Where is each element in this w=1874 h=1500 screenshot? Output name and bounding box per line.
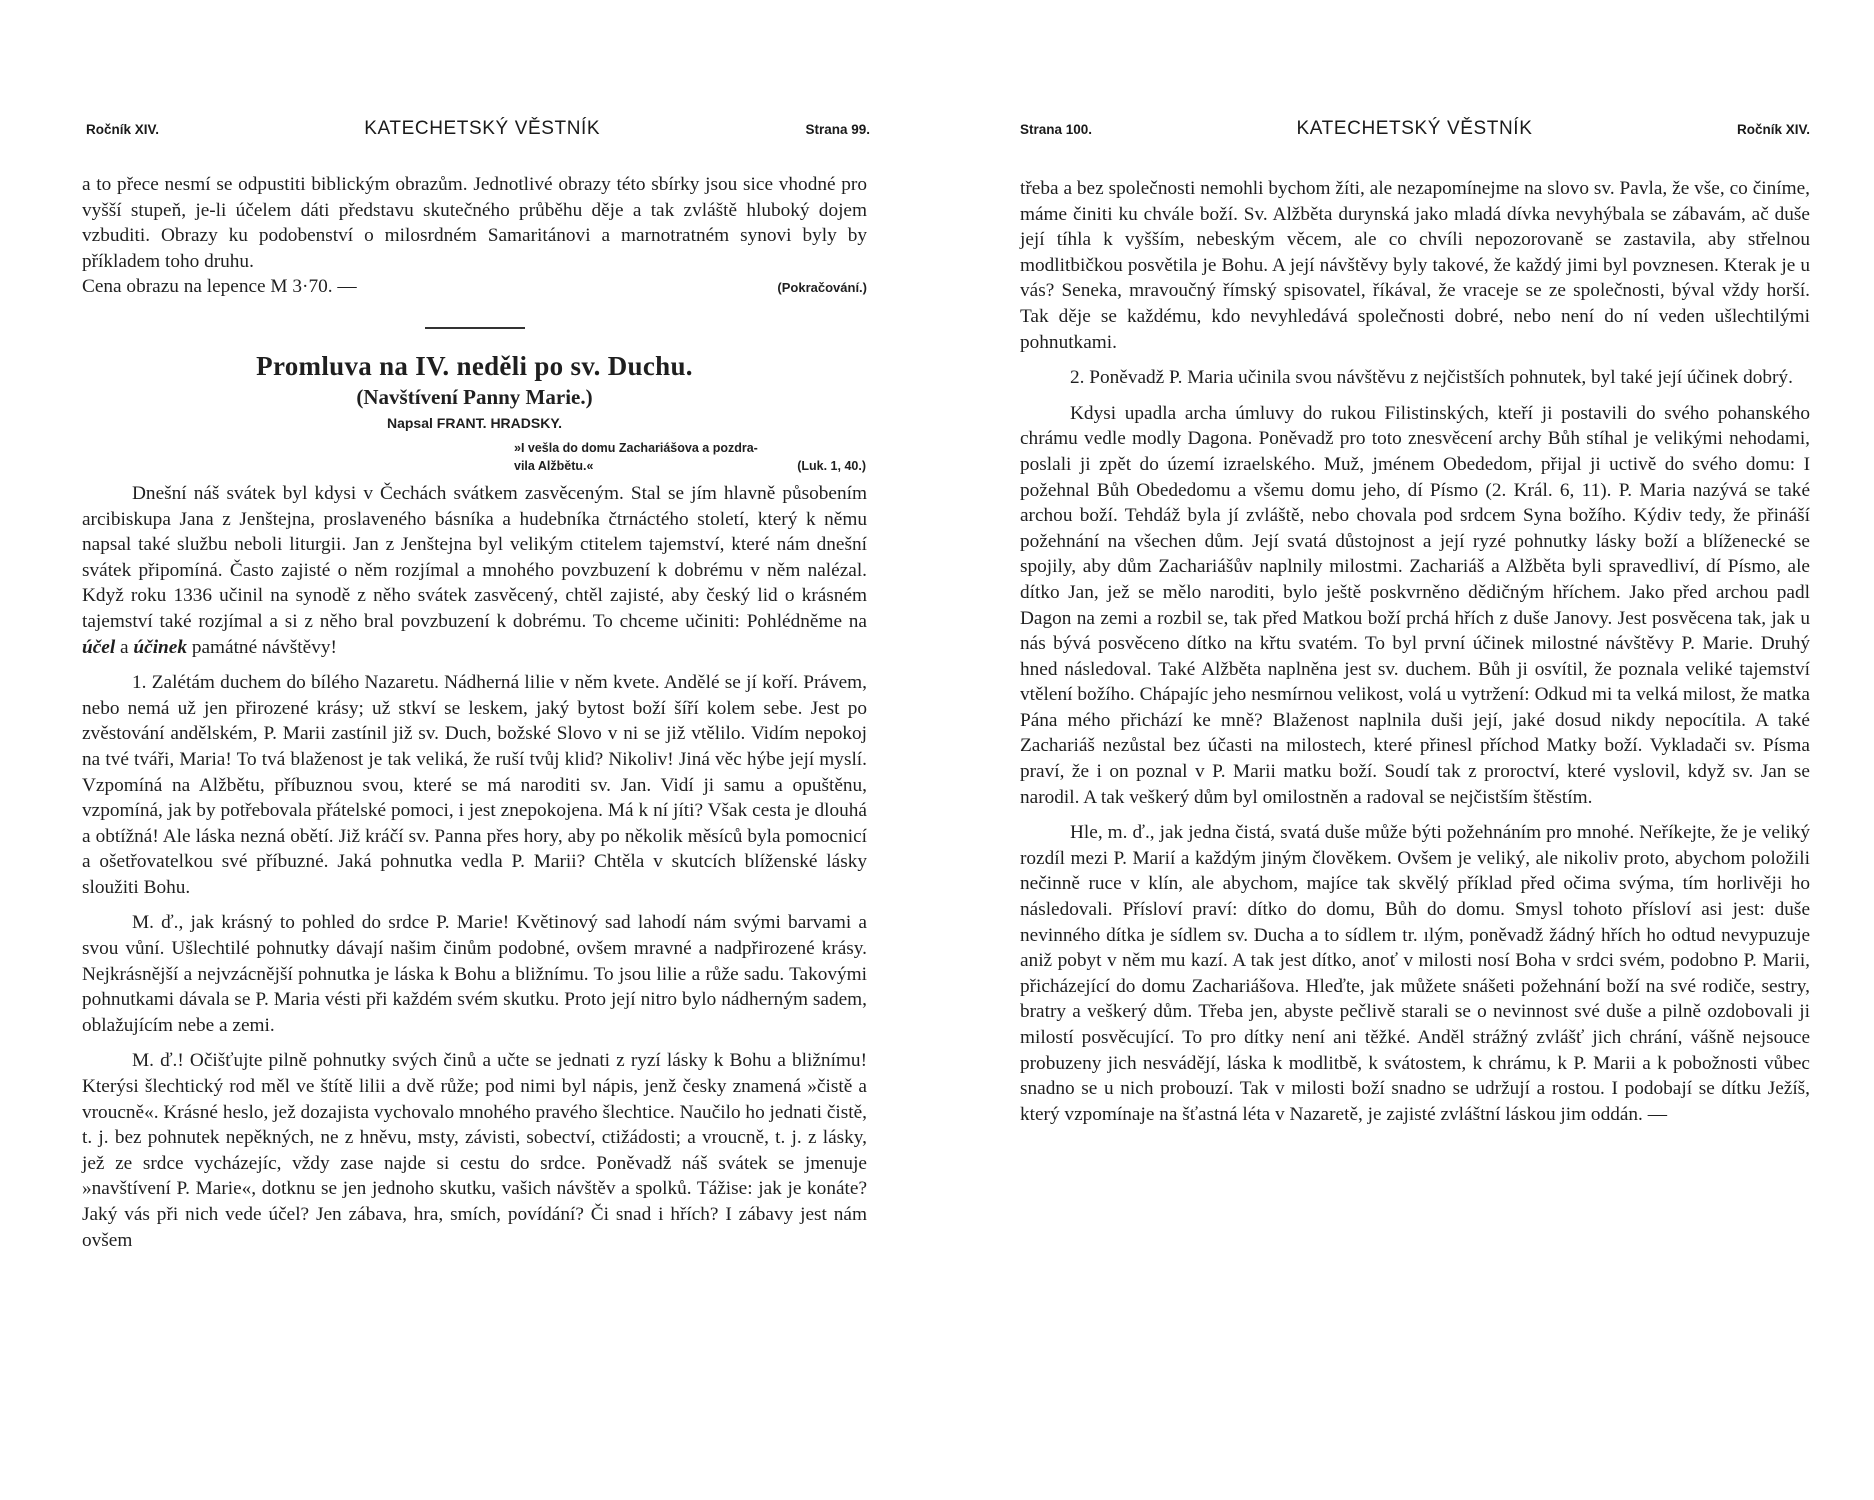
page-number: Strana 99.: [805, 122, 870, 137]
epigraph-line-1: »I vešla do domu Zachariášova a pozdra-: [514, 440, 758, 455]
emphasis-effect: účinek: [133, 636, 187, 658]
article-paragraph-intro: [82, 481, 867, 660]
epigraph-reference: (Luk. 1, 40.): [797, 458, 866, 473]
article-paragraph-2: M. ď., jak krásný to pohled do srdce P. Marie! Květinový sad lahodí nám svými barvami a svou vůní. Ušlechtilé pohnutky dávají našim činům podobné, ovšem mravné a nadpřirozené krásy. Nejkrásnější a nejvzácnější pohnutka je láska k Bohu a bližnímu. To jsou lilie a růže sadu. Takovými pohnutkami dávala se P. Maria vésti při každém svém skutku. Proto její nitro bylo nádherným sadem, oblažujícím nebe a zemi.: [82, 912, 867, 1036]
journal-title: KATECHETSKÝ VĚSTNÍK: [1296, 118, 1533, 139]
epigraph-last-line: [514, 457, 866, 475]
page-number: Strana 100.: [1020, 122, 1093, 137]
article-paragraph-7: Hle, m. ď., jak jedna čistá, svatá duše může býti požehnáním pro mnohé. Neříkejte, že je veliký rozdíl mezi P. Marií a každým jiným člověkem. Ovšem je veliký, ale nikoliv proto, abychom položili nečinně ruce v klín, ale abychom, majíce tak skvělý příklad před očima svýma, tím horlivěji ho následovali. Přísloví praví: dítko do domu, Bůh do domu. Smysl tohoto přísloví asi jest: duše nevinného dítka je sídlem sv. Ducha a to sídlem tr. ılým, poněvadž žádný hřích ho odtud nevypuzuje aniž pobyt v něm mu kazí. A tak jest dítko, anoť v milosti nosí Boha v srdci svém, podobno P. Marii, přicházející do domu Zachariášova. Hleďte, jak můžete snášeti požehnání boží na své rodiče, sestry, bratry a veškerý dům. Třeba jen, abyste pečlivě starali se o nevinnost své duše a pilně ozdobovali ji milostí posvěcující. To pro dítky není ani těžké. Anděl strážný zvlášť jich chrání, vášně nejsouce probuzeny jich nesvádějí, láska k modlitbě, k svátostem, k chrámu, k P. Marii a k pobožnosti vůbec snadno se u nich probouzí. Tak v milosti boží snadno se udržují a rostou. I podobají se dítku Ježíš, který vzpomínaje na šťastná léta v Nazaretě, je zajisté zvláštní láskou jim oddán. —: [1020, 822, 1810, 1125]
intro-end: památné návštěvy!: [191, 636, 337, 658]
journal-title: KATECHETSKÝ VĚSTNÍK: [364, 118, 601, 139]
epigraph: [514, 439, 866, 475]
epigraph-line-2: vila Alžbětu.«: [514, 458, 594, 473]
continuation-last-line: [82, 274, 867, 301]
volume-label: Ročník XIV.: [1736, 122, 1810, 137]
volume-label: Ročník XIV.: [86, 122, 160, 137]
right-page-body: [1020, 176, 1810, 1127]
left-page-body: [82, 172, 867, 1253]
intro-conjunction: a: [120, 636, 129, 658]
right-page-header: [1020, 118, 1810, 148]
to-be-continued-label: (Pokračování.): [777, 280, 867, 296]
article-byline: Napsal FRANT. HRADSKY.: [386, 414, 563, 431]
intro-text: Dnešní náš svátek byl kdysi v Čechách svátkem zasvěceným. Stal se jím hlavně působením arcibiskupa Jana z Jenštejna, proslaveného básníka a hudebníka čtrnáctého století, který k němu napsal také službu neboli liturgii. Jan z Jenštejna byl velikým ctitelem tajemství, které nám dnešní svátek připomíná. Často zajisté o něm rozjímal a mnohého povzbuzení k dobrému v něm nalézal. Když roku 1336 učinil na synodě z něho svátek zasvěcený, chtěl zajisté, aby český lid o krásném tajemství také rozjímal a si z něho bral povzbuzení k dobrému. To chceme učiniti: Pohlédněme na: [82, 482, 867, 632]
left-page-header: [86, 118, 870, 148]
article-paragraph-1: 1. Zalétám duchem do bílého Nazaretu. Nádherná lilie v něm kvete. Andělé se jí koří. Právem, nebo nemá už jen přirozené krásy; už stkví se leskem, jaký bytost boží šíří kolem sebe. Jest po zvěstování andělském, P. Marii zastínil již sv. Duch, božské Slovo v ni se již vtělilo. Vidím nepokoj na tvé tváři, Maria! To tvá blaženost je tak veliká, že ruší tvůj klid? Nikoliv! Jiná věc hýbe její myslí. Vzpomíná na Alžbětu, příbuznou svou, které se má naroditi sv. Jan. Vidí ji samu a opuštěnu, vzpomíná, jak by potřebovala přátelské pomoci, i jest znepokojena. Má k ní jíti? Však cesta je dlouhá a obtížná! Ale láska nezná obětí. Již kráčí sv. Panna přes hory, aby po několik měsíců byla pomocnicí a ošetřovatelkou své příbuzné. Jaká pohnutka vedla P. Marii? Chtěla v skutcích blíženské lásky sloužiti Bohu.: [82, 672, 867, 898]
article-title: Promluva na IV. neděli po sv. Duchu.: [256, 350, 693, 381]
article-paragraph-3: M. ď.! Očišťujte pilně pohnutky svých činů a učte se jednati z ryzí lásky k Bohu a bližnímu! Kterýsi šlechtický rod měl ve štítě lilii a dvě růže; pod nimi byl nápis, jenž česky znamená »čistě a vroucně«. Krásné heslo, jež dozajista vychovalo mnohého pravého šlechtice. Naučilo ho jednati čistě, t. j. bez pohnutek nepěkných, ne z hněvu, msty, závisti, sobectví, ctižádosti; a vroucně, t. j. z lásky, jež ze srdce vycházejíc, vždy zase najde si cestu do srdce. Poněvadž náš svátek se jmenuje »navštívení P. Marie«, dotknu se jen jednoho skutku, vašich návštěv a spolků. Tážisе: jak je konáte? Jaký vás při nich vede účel? Jen zábava, hra, smích, povídání? Či snad i hřích? I zábavy jest nám ovšem: [82, 1050, 867, 1251]
emphasis-purpose: účel: [82, 636, 116, 658]
price-line: Cena obrazu na lepence M 3·70. —: [82, 276, 357, 298]
continuation-paragraph: a to přece nesmí se odpustiti biblickým obrazům. Jednotlivé obrazy této sbírky jsou sice vhodné pro vyšší stupeň, je-li účelem dáti představu skutečného průběhu děje a tak zvláště hluboký dojem vzbuditi. Obrazy ku podobenství o milosrdném Samaritánovi a marnotratném synovi byly by příkladem toho druhu.: [82, 174, 867, 272]
article-subtitle: (Navštívení Panny Marie.): [356, 384, 593, 409]
article-paragraph-6: Kdysi upadla archa úmluvy do rukou Filistinských, kteří ji postavili do svého pohanského chrámu vedle modly Dagona. Poněvadž pro toto znesvěcení archy Bůh stíhal je velikými nehodami, poslali ji zpět do území izraelského. Muž, jménem Obededom, přijal ji uctivě do svého domu: I požehnal Bůh Obededomu a všemu domu jeho, dí Písmo (2. Král. 6, 11). P. Maria nazývá se také archou boží. Tehdáž byla jí zvláště, nebo chovala pod srdcem Syna božího. Kýdiv tedy, že přináší požehnání na všechen dům. Její svatá důstojnost a její ryzé pohnutky lásky boží a blíženecké se spojily, aby dům Zachariášův naplnily milostmi. Zachariáš a Alžběta byli spravedliví, dí Písmo, ale dítko Jan, jež se mělo naroditi, bylo ještě poskvrněno dědičným hříchem. Jako před archou padl Dagon na zemi a rozbil se, tak před Matkou boží prchá hřích z duše Janovy. Jest posvěcena tak, jak u nás bývá posvěceno dítko na křtu svatém. To byl první účinek milostné návštěvy P. Marie. Druhý hned následoval. Také Alžběta naplněna jest sv. duchem. Bůh ji osvítil, že poznala veliké tajemství vtělení božího. Chápajíc jeho nesmírnou velikost, volá u vytržení: Odkud mi ta velká milost, že matka Pána mého přichází ke mně? Blaženost naplnila duši její, jaké dosud nikdy nepocítila. A také Zachariáš nezůstal bez účasti na milostech, které přinesl příchod Matky boží. Vykladači sv. Písma praví, že i on poznal v P. Marii matku boží. Soudí tak z proroctví, které vyslovil, když sv. Jan se narodil. A tak veškerý dům byl omilostněn a radoval se nejčistším štěstím.: [1020, 402, 1810, 808]
section-separator: [425, 327, 525, 329]
right-page: [937, 0, 1874, 1500]
article-paragraph-5: 2. Poněvadž P. Maria učinila svou návštěvu z nejčistších pohnutek, byl také její účinek dobrý.: [1070, 367, 1793, 389]
article-paragraph-4: třeba a bez společnosti nemohli bychom žíti, ale nezapomínejme na slovo sv. Pavla, že vše, co činíme, máme činiti ku chvále boží. Sv. Alžběta durynská jako mladá dívka nevyhýbala se zábavám, ač duše její tíhla k vyšším, nebeským věcem, ale co chvíli nepozorovaně se zastavila, aby střelnou modlitbičkou posvětila je Bohu. A její návštěvy byly takové, že každý jimi byl povznesen. Kterak je u vás? Seneka, mravoučný římský spisovatel, říkával, že vraceje se ze společnosti, býval vždy horší. Tak děje se každému, kdo nevyhledává společnosti dobré, nebo není do ní veden ušlechtilými pohnutkami.: [1020, 178, 1810, 353]
